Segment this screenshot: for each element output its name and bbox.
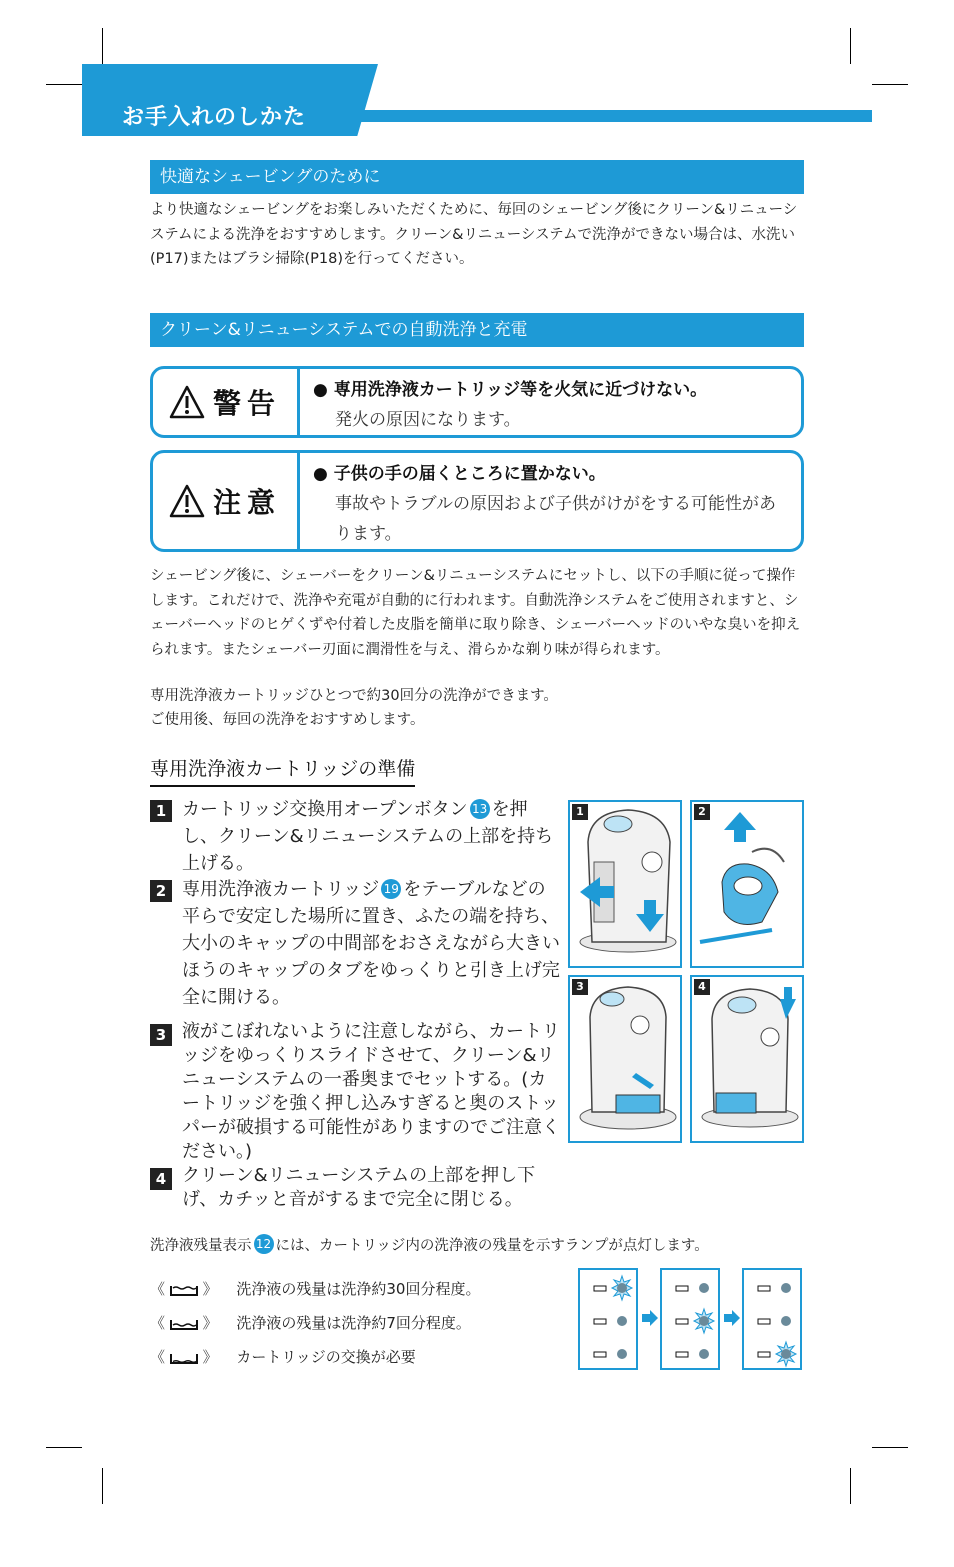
warning-head: ● 専用洗浄液カートリッジ等を火気に近づけない。 [313, 380, 708, 400]
bracket-open: 《 [150, 1348, 166, 1366]
warning-box [150, 366, 804, 438]
figure-4 [690, 975, 804, 1143]
step-number: 4 [150, 1168, 172, 1190]
lamp-panel-empty [742, 1268, 802, 1370]
indicator-intro-pre: 洗浄液残量表示 [150, 1238, 252, 1254]
crop-mark [850, 1468, 851, 1504]
bracket-close: 》 [202, 1314, 218, 1332]
figure-number: 2 [694, 804, 710, 820]
section-heading-comfort: 快適なシェービングのために [150, 160, 804, 194]
badge-13: 13 [470, 799, 490, 819]
figure-number: 1 [572, 804, 588, 820]
caution-triangle-icon [169, 484, 205, 518]
warning-label: 警告 [212, 387, 281, 420]
caution-text: 事故やトラブルの原因および子供がけがをする可能性があります。 [335, 494, 776, 544]
indicator-text: 洗浄液の残量は洗浄約30回分程度。 [236, 1280, 481, 1298]
subsection-heading: 専用洗浄液カートリッジの準備 [150, 754, 415, 787]
step-text [182, 1020, 560, 1164]
intro-line-3: ご使用後、毎回の洗浄をおすすめします。 [150, 712, 425, 728]
indicator-row-replace [150, 1346, 416, 1367]
step-text-part: 液がこぼれないように注意しながら、カートリッジをゆっくりスライドさせて、クリーン&リニューシステムの一番奥までセットする。(カートリッジを強く押し込みすぎると奥のストッパーが破損する可能性がありますのでご注意ください。) [182, 1021, 560, 1162]
indicator-intro-post: には、カートリッジ内の洗浄液の残量を示すランプが点灯します。 [275, 1238, 709, 1254]
badge-12: 12 [254, 1234, 274, 1254]
bracket-open: 《 [150, 1314, 166, 1332]
crop-mark [102, 28, 103, 64]
caution-box [150, 450, 804, 552]
indicator-text: カートリッジの交換が必要 [236, 1348, 416, 1366]
warning-text: 発火の原因になります。 [335, 410, 521, 430]
crop-mark [46, 1447, 82, 1448]
cartridge-insert-illustration [570, 977, 680, 1141]
caution-body [313, 459, 791, 549]
section-heading-clean-renew: クリーン&リニューシステムでの自動洗浄と充電 [150, 313, 804, 347]
warning-label-area [153, 369, 300, 435]
figure-number: 3 [572, 979, 588, 995]
figure-1 [568, 800, 682, 968]
warning-triangle-icon [169, 385, 205, 419]
level-mid-icon [170, 1318, 198, 1330]
lamp-panel-graphic [662, 1270, 718, 1368]
figure-2 [690, 800, 804, 968]
crop-mark [872, 84, 908, 85]
header-rule [360, 110, 872, 122]
bracket-open: 《 [150, 1280, 166, 1298]
section-body-comfort: より快適なシェービングをお楽しみいただくために、毎回のシェービング後にクリーン&リニューシステムによる洗浄をおすすめします。クリーン&リニューシステムで洗浄ができない場合は、水洗い(P17)またはブラシ掃除(P18)を行ってください。 [150, 202, 798, 267]
lamp-panel-full [578, 1268, 638, 1370]
crop-mark [46, 84, 82, 85]
cleaning-station-open-illustration [570, 802, 680, 966]
cartridge-open-illustration [692, 802, 802, 966]
step-text [182, 876, 560, 1011]
figure-number: 4 [694, 979, 710, 995]
indicator-row-30 [150, 1278, 480, 1299]
intro-line-2: 専用洗浄液カートリッジひとつで約30回分の洗浄ができます。 [150, 688, 558, 704]
caution-label-area [153, 453, 300, 549]
step-text [182, 1164, 560, 1212]
caution-label: 注意 [212, 486, 281, 519]
step-text-part: を押し、クリーン&リニューシステムの上部を持ち上げる。 [182, 799, 554, 874]
step-number: 2 [150, 880, 172, 902]
lamp-panel-mid [660, 1268, 720, 1370]
indicator-intro [150, 1234, 804, 1259]
badge-19: 19 [381, 879, 401, 899]
step-text-part: クリーン&リニューシステムの上部を押し下げ、カチッと音がするまで完全に閉じる。 [182, 1165, 536, 1210]
level-low-icon [170, 1352, 198, 1364]
station-close-illustration [692, 977, 802, 1141]
page-title: お手入れのしかた [122, 105, 307, 130]
intro-paragraph: シェービング後に、シェーバーをクリーン&リニューシステムにセットし、以下の手順に従って操作します。これだけで、洗浄や充電が自動的に行われます。自動洗浄システムをご使用されますと、シェーバーヘッドのヒゲくずや付着した皮脂を簡単に取り除き、シェーバーヘッドのいやな臭いを抑えられます。またシェーバー刃面に潤滑性を与え、滑らかな剃り味が得られます。 [150, 568, 801, 658]
crop-mark [102, 1468, 103, 1504]
step-text [182, 796, 560, 877]
bracket-close: 》 [202, 1280, 218, 1298]
bracket-close: 》 [202, 1348, 218, 1366]
caution-head: ● 子供の手の届くところに置かない。 [313, 464, 606, 484]
indicator-text: 洗浄液の残量は洗浄約7回分程度。 [236, 1314, 471, 1332]
arrow-right-icon [640, 1308, 660, 1328]
warning-body [313, 375, 791, 435]
crop-mark [850, 28, 851, 64]
crop-mark [872, 1447, 908, 1448]
lamp-panel-graphic [580, 1270, 636, 1368]
figure-3 [568, 975, 682, 1143]
step-number: 3 [150, 1024, 172, 1046]
step-text-part: 専用洗浄液カートリッジ [182, 879, 380, 900]
step-text-part: カートリッジ交換用オープンボタン [182, 799, 468, 820]
arrow-right-icon [722, 1308, 742, 1328]
step-number: 1 [150, 800, 172, 822]
indicator-row-7 [150, 1312, 471, 1333]
level-high-icon [170, 1284, 198, 1296]
step-text-part: をテーブルなどの平らで安定した場所に置き、ふたの端を持ち、大小のキャップの中間部をおさえながら大きいほうのキャップのタブをゆっくりと引き上げ完全に開ける。 [182, 879, 560, 1008]
lamp-panel-graphic [744, 1270, 800, 1368]
